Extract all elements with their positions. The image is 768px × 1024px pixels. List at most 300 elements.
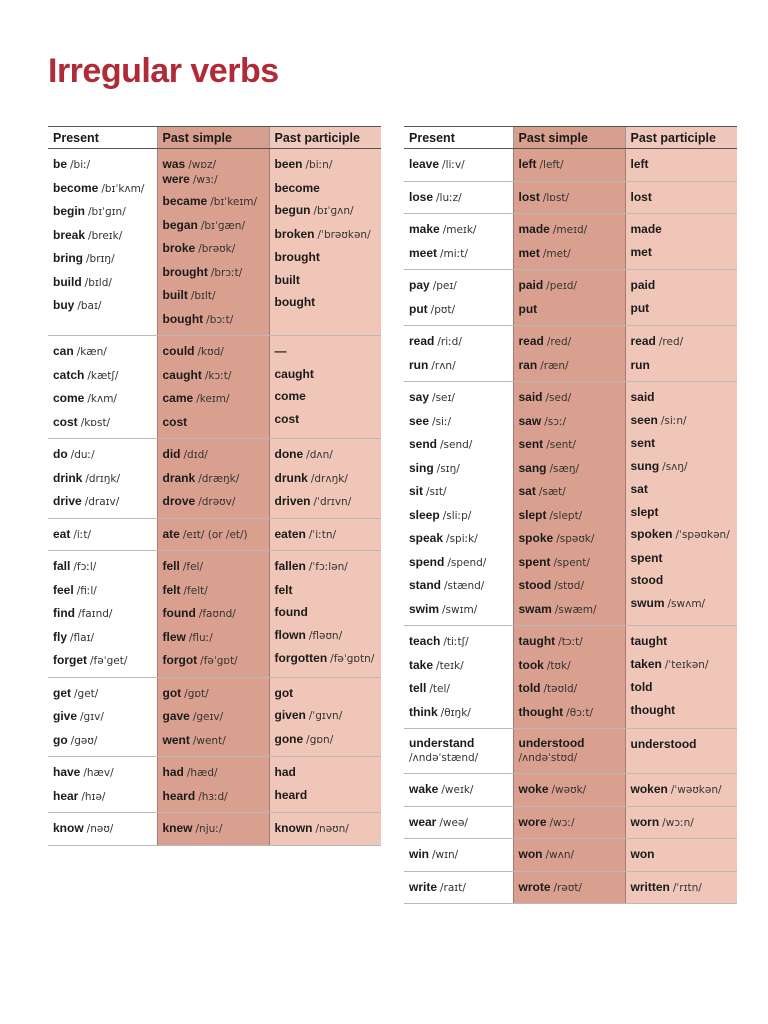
verb-form [409, 574, 508, 598]
verb-form [631, 843, 733, 866]
verb-word: eaten [274, 526, 306, 541]
verb-form [163, 626, 264, 650]
verb-form [53, 364, 152, 388]
pronunciation: /miːt/ [440, 247, 468, 260]
present-cell [404, 382, 513, 626]
verb-form [53, 817, 152, 841]
verb-form [275, 223, 377, 247]
verb-word: went [162, 732, 190, 747]
verb-form [409, 551, 508, 575]
pronunciation: /left/ [539, 159, 564, 171]
verb-word: feel [53, 582, 74, 597]
verb-form [53, 602, 152, 626]
verb-group-row [404, 806, 737, 839]
verb-word: swim [409, 601, 440, 616]
verb-form [275, 817, 377, 841]
past-participle-cell [269, 757, 381, 813]
verb-word: read [409, 334, 435, 348]
verb-form [53, 555, 152, 579]
pronunciation: /rʌn/ [431, 359, 456, 372]
verb-form [519, 527, 620, 551]
verb-word: became [162, 194, 208, 208]
verb-form [53, 443, 152, 467]
past-participle-cell [625, 149, 737, 182]
verb-form [275, 728, 377, 752]
pronunciation: /bɪld/ [84, 276, 112, 289]
verb-form [275, 291, 377, 314]
verb-word: fell [162, 559, 180, 573]
verb-word: told [630, 680, 653, 694]
verb-group-row [404, 774, 737, 807]
past-simple-cell [513, 326, 625, 382]
verb-form [631, 547, 733, 570]
verb-word: understand [409, 736, 475, 750]
verb-form [275, 340, 377, 363]
verb-form [519, 811, 620, 835]
pronunciation: /siː/ [432, 415, 452, 428]
pronunciation: /fiːl/ [76, 584, 97, 597]
verb-form [275, 408, 377, 431]
verb-group-row [48, 149, 381, 336]
pronunciation: /duː/ [70, 449, 95, 461]
header-past-participle: Past participle [625, 127, 737, 149]
verb-form [631, 274, 733, 297]
verb-form [163, 555, 264, 579]
verb-group-row [48, 757, 381, 813]
pronunciation: /fəˈgɒtn/ [330, 653, 375, 665]
verb-word: have [53, 765, 81, 779]
past-simple-cell [157, 439, 269, 519]
verb-form [409, 186, 508, 210]
verb-word: write [409, 879, 438, 894]
pronunciation: /bɪˈkʌm/ [101, 182, 145, 195]
verb-form [519, 778, 620, 802]
verb-word: woke [518, 782, 549, 796]
verb-form [53, 467, 152, 491]
verb-form [519, 153, 620, 177]
pronunciation: /θɔːt/ [566, 706, 594, 719]
verb-form [631, 733, 733, 756]
verb-word: become [274, 180, 320, 195]
present-cell [48, 149, 157, 336]
table-header-row [48, 127, 381, 149]
past-participle-cell [625, 839, 737, 872]
pronunciation: /stʊd/ [554, 580, 584, 592]
pronunciation: /drʌŋk/ [310, 472, 348, 485]
verb-word: forget [53, 653, 87, 667]
verb-form [519, 654, 620, 678]
verb-word: gave [162, 709, 190, 723]
verb-word: sent [630, 436, 656, 450]
present-cell [404, 626, 513, 729]
verb-form [53, 490, 152, 514]
pronunciation: /raɪt/ [440, 881, 466, 894]
verb-word: built [274, 272, 300, 287]
present-cell [404, 729, 513, 774]
verb-form [519, 677, 620, 701]
pronunciation: /kɒst/ [80, 416, 111, 429]
verb-word: spent [518, 554, 551, 569]
verb-word: understood [630, 737, 697, 751]
past-simple-cell [513, 181, 625, 214]
verb-word: said [518, 390, 543, 404]
verb-word: seen [630, 412, 658, 427]
pronunciation: /ˈspəʊkən/ [675, 529, 730, 541]
verb-word: meet [409, 245, 438, 260]
verb-word: spent [630, 550, 663, 565]
present-cell [48, 813, 157, 846]
pronunciation: /felt/ [183, 584, 208, 597]
pronunciation: /kætʃ/ [87, 369, 119, 382]
verb-word: sat [630, 482, 648, 496]
verb-word: spoken [630, 527, 673, 541]
verb-form [519, 274, 620, 298]
pronunciation: /fɔːl/ [73, 561, 97, 573]
present-cell [404, 774, 513, 807]
verb-form [631, 386, 733, 409]
pronunciation: /peɪd/ [546, 280, 577, 292]
pronunciation: /spent/ [553, 556, 590, 569]
verb-group-row [48, 813, 381, 846]
verb-form [163, 817, 264, 841]
verb-word: flew [162, 629, 186, 644]
verb-form [631, 186, 733, 209]
verb-form [519, 330, 620, 354]
pronunciation: /fəˈgɒt/ [200, 655, 238, 667]
pronunciation: /tɔːt/ [558, 636, 583, 648]
verb-word: were [162, 172, 190, 186]
pronunciation: /gɪv/ [80, 711, 104, 723]
present-cell [48, 757, 157, 813]
verb-form [275, 523, 377, 547]
pronunciation: /gɒt/ [184, 687, 209, 700]
pronunciation: /ˈteɪkən/ [664, 658, 709, 671]
verb-word: found [162, 606, 196, 620]
header-past-simple: Past simple [157, 127, 269, 149]
verb-word: forgot [162, 653, 198, 667]
verb-word: paid [630, 278, 656, 292]
verb-word: taken [630, 656, 662, 671]
verb-form [519, 480, 620, 504]
pronunciation: /fel/ [182, 561, 203, 573]
past-participle-cell [625, 214, 737, 270]
verbs-body-left [48, 149, 381, 846]
verb-form [163, 411, 264, 434]
verb-form [409, 298, 508, 322]
pronunciation: /ˈgɪvn/ [308, 710, 343, 722]
pronunciation: /pʊt/ [430, 303, 455, 316]
verb-word: sung [630, 458, 660, 473]
verb-form [519, 298, 620, 321]
pronunciation: /stænd/ [444, 580, 485, 592]
verb-word: saw [518, 413, 542, 428]
past-participle-cell [269, 439, 381, 519]
past-simple-cell [157, 677, 269, 757]
verb-word: teach [409, 634, 441, 648]
present-cell [404, 839, 513, 872]
pronunciation: /ˈiːtn/ [308, 528, 337, 541]
verb-word: tell [409, 681, 427, 695]
verb-form [53, 294, 152, 318]
pronunciation: /bɔːt/ [206, 313, 234, 326]
pronunciation: /kæn/ [76, 346, 107, 358]
verb-form [53, 153, 152, 177]
verb-form [519, 410, 620, 434]
pronunciation: /fluː/ [188, 631, 213, 644]
verb-word: think [409, 704, 438, 719]
verb-word: break [53, 227, 86, 242]
verb-form [275, 177, 377, 200]
verb-form [53, 705, 152, 729]
verb-word: leave [409, 157, 440, 171]
verb-group-row [404, 181, 737, 214]
verb-group-row [48, 336, 381, 439]
verb-form [409, 733, 508, 769]
verb-word: said [630, 390, 655, 404]
verb-form [409, 843, 508, 867]
verb-form [519, 218, 620, 242]
verb-word: buy [53, 298, 75, 312]
verb-form [631, 523, 733, 547]
verb-word: been [274, 157, 303, 171]
verb-form [163, 261, 264, 285]
verb-word: become [53, 180, 99, 195]
pronunciation: /nəʊn/ [315, 823, 349, 835]
present-cell [404, 871, 513, 904]
pronunciation: /ˈrɪtn/ [672, 881, 702, 894]
verb-group-row [404, 729, 737, 774]
verb-word: spend [409, 554, 445, 569]
pronunciation: /bɪˈkeɪm/ [210, 196, 258, 208]
present-cell [48, 518, 157, 551]
past-participle-cell [269, 336, 381, 439]
verb-word: understood [518, 736, 585, 750]
verb-form [631, 699, 733, 722]
page-title: Irregular verbs [48, 52, 279, 90]
verb-word: begin [53, 204, 85, 218]
verb-form [409, 386, 508, 410]
verb-word: lose [409, 189, 434, 204]
verb-form [53, 387, 152, 411]
verb-group-row [48, 439, 381, 519]
verb-word: cost [53, 414, 78, 429]
pronunciation: /dʌn/ [306, 449, 333, 461]
verb-word: run [630, 357, 650, 372]
verb-word: drove [162, 494, 196, 508]
pronunciation: /riːd/ [437, 336, 462, 348]
verb-word: — [274, 344, 287, 358]
verb-word: begun [274, 203, 311, 217]
pronunciation: /faʊnd/ [198, 608, 236, 620]
verb-form [163, 729, 264, 753]
pronunciation: /draɪv/ [84, 496, 120, 508]
verb-form [53, 271, 152, 295]
pronunciation: /swæm/ [554, 603, 597, 616]
verb-form [409, 811, 508, 835]
past-participle-cell [625, 729, 737, 774]
pronunciation: /drɪŋk/ [85, 472, 121, 485]
verb-word: eat [53, 526, 71, 541]
verb-word: sent [518, 437, 544, 451]
past-simple-cell [513, 626, 625, 729]
verb-word: know [53, 821, 84, 835]
pronunciation: /sɪt/ [426, 486, 447, 498]
pronunciation: /θɪŋk/ [440, 706, 471, 719]
verb-word: sat [518, 484, 536, 498]
verb-form [275, 363, 377, 386]
past-simple-cell [513, 149, 625, 182]
verb-form [631, 432, 733, 455]
verb-form [409, 504, 508, 528]
pronunciation: /hæv/ [83, 767, 114, 779]
verb-form [409, 242, 508, 266]
verb-word: swam [518, 601, 552, 616]
verb-group-row [404, 214, 737, 270]
verb-form [275, 784, 377, 807]
verb-form [163, 682, 264, 706]
verb-form [163, 649, 264, 673]
verb-word: stand [409, 578, 442, 592]
verb-form [631, 218, 733, 241]
verb-word: put [518, 301, 538, 316]
verb-form [409, 218, 508, 242]
verb-word: sleep [409, 507, 440, 522]
verb-word: drunk [274, 470, 308, 485]
verb-word: forgotten [274, 651, 328, 665]
pronunciation: /gəʊ/ [70, 734, 98, 747]
past-participle-cell [625, 871, 737, 904]
pronunciation: /red/ [658, 336, 684, 348]
verb-word: knew [162, 821, 193, 835]
verb-word: put [409, 301, 428, 316]
pronunciation: /sɔː/ [544, 415, 567, 428]
verb-word: spoke [518, 531, 554, 545]
pronunciation: /sæŋ/ [549, 462, 580, 475]
verb-form [163, 443, 264, 467]
verb-word: thought [518, 704, 564, 719]
verb-word: lost [518, 189, 540, 204]
pronunciation: /weɪk/ [441, 784, 474, 796]
pronunciation: /drəʊv/ [198, 496, 236, 508]
pronunciation: /sliːp/ [442, 509, 472, 522]
verb-word: catch [53, 367, 85, 382]
pronunciation: /baɪ/ [77, 300, 102, 312]
verb-form [631, 153, 733, 176]
verb-form [275, 467, 377, 491]
present-cell [404, 806, 513, 839]
pronunciation: /weə/ [439, 816, 468, 829]
verb-word: caught [274, 366, 314, 381]
verb-form [519, 574, 620, 598]
verb-form [163, 308, 264, 332]
pronunciation: /wʌn/ [545, 849, 575, 861]
past-participle-cell [625, 774, 737, 807]
pronunciation: /sɪŋ/ [436, 462, 460, 475]
verb-form [409, 654, 508, 678]
pronunciation: /red/ [546, 336, 572, 348]
verb-form [631, 297, 733, 320]
verb-word: driven [274, 494, 311, 508]
verb-form [409, 480, 508, 504]
verb-word: wear [409, 814, 437, 829]
verb-group-row [404, 326, 737, 382]
verb-word: met [630, 244, 652, 259]
past-simple-cell [157, 813, 269, 846]
present-cell [404, 270, 513, 326]
verb-form [275, 555, 377, 579]
pronunciation: /slept/ [549, 509, 583, 522]
verb-word: taught [518, 634, 556, 648]
verb-word: make [409, 222, 440, 236]
pronunciation: /hæd/ [186, 767, 218, 779]
verb-form [409, 527, 508, 551]
verb-word: felt [274, 582, 293, 597]
verb-form [519, 386, 620, 410]
verb-word: could [162, 344, 195, 358]
pronunciation: /brɔːt/ [210, 266, 243, 279]
verb-form [631, 811, 733, 835]
verb-form [53, 523, 152, 547]
verb-form [409, 598, 508, 622]
past-simple-cell [513, 806, 625, 839]
verb-form [409, 153, 508, 177]
verb-form [163, 761, 264, 785]
pronunciation: /sæt/ [538, 486, 566, 498]
verb-form [631, 569, 733, 592]
pronunciation: /wɔː/ [549, 816, 575, 829]
past-simple-cell [513, 729, 625, 774]
pronunciation: /lɒst/ [542, 191, 570, 204]
past-participle-cell [269, 149, 381, 336]
table-header-row [404, 127, 737, 149]
pronunciation: /wɜː/ [192, 174, 218, 186]
verb-word: say [409, 390, 430, 404]
verb-word: given [274, 708, 306, 722]
verb-form [519, 354, 620, 378]
pronunciation: /luːz/ [436, 191, 462, 204]
verb-word: began [162, 217, 198, 232]
verb-form [53, 411, 152, 435]
pronunciation: /ˈdrɪvn/ [313, 496, 352, 508]
verb-word: fall [53, 559, 71, 573]
pronunciation: /swɪm/ [442, 603, 478, 616]
verb-word: got [274, 685, 294, 700]
verb-form [53, 682, 152, 706]
verb-form [409, 701, 508, 725]
pronunciation: /spəʊk/ [556, 533, 595, 545]
verb-word: can [53, 344, 74, 358]
verb-form [631, 455, 733, 479]
verb-word: wake [409, 782, 439, 796]
verb-form [519, 733, 620, 769]
verb-word: ate [162, 526, 180, 541]
verb-form [631, 592, 733, 616]
past-participle-cell [269, 518, 381, 551]
pronunciation: /ˈfɔːlən/ [308, 561, 348, 573]
verb-form [163, 364, 264, 388]
verb-word: known [274, 821, 313, 835]
verb-word: be [53, 157, 68, 171]
verb-word: drive [53, 494, 82, 508]
verb-word: flown [274, 627, 306, 642]
verb-form [409, 876, 508, 900]
verb-form [275, 490, 377, 514]
verb-form [53, 579, 152, 603]
verb-form [631, 501, 733, 524]
pronunciation: /fləʊn/ [308, 629, 343, 642]
past-participle-cell [625, 806, 737, 839]
verb-form [163, 153, 264, 190]
